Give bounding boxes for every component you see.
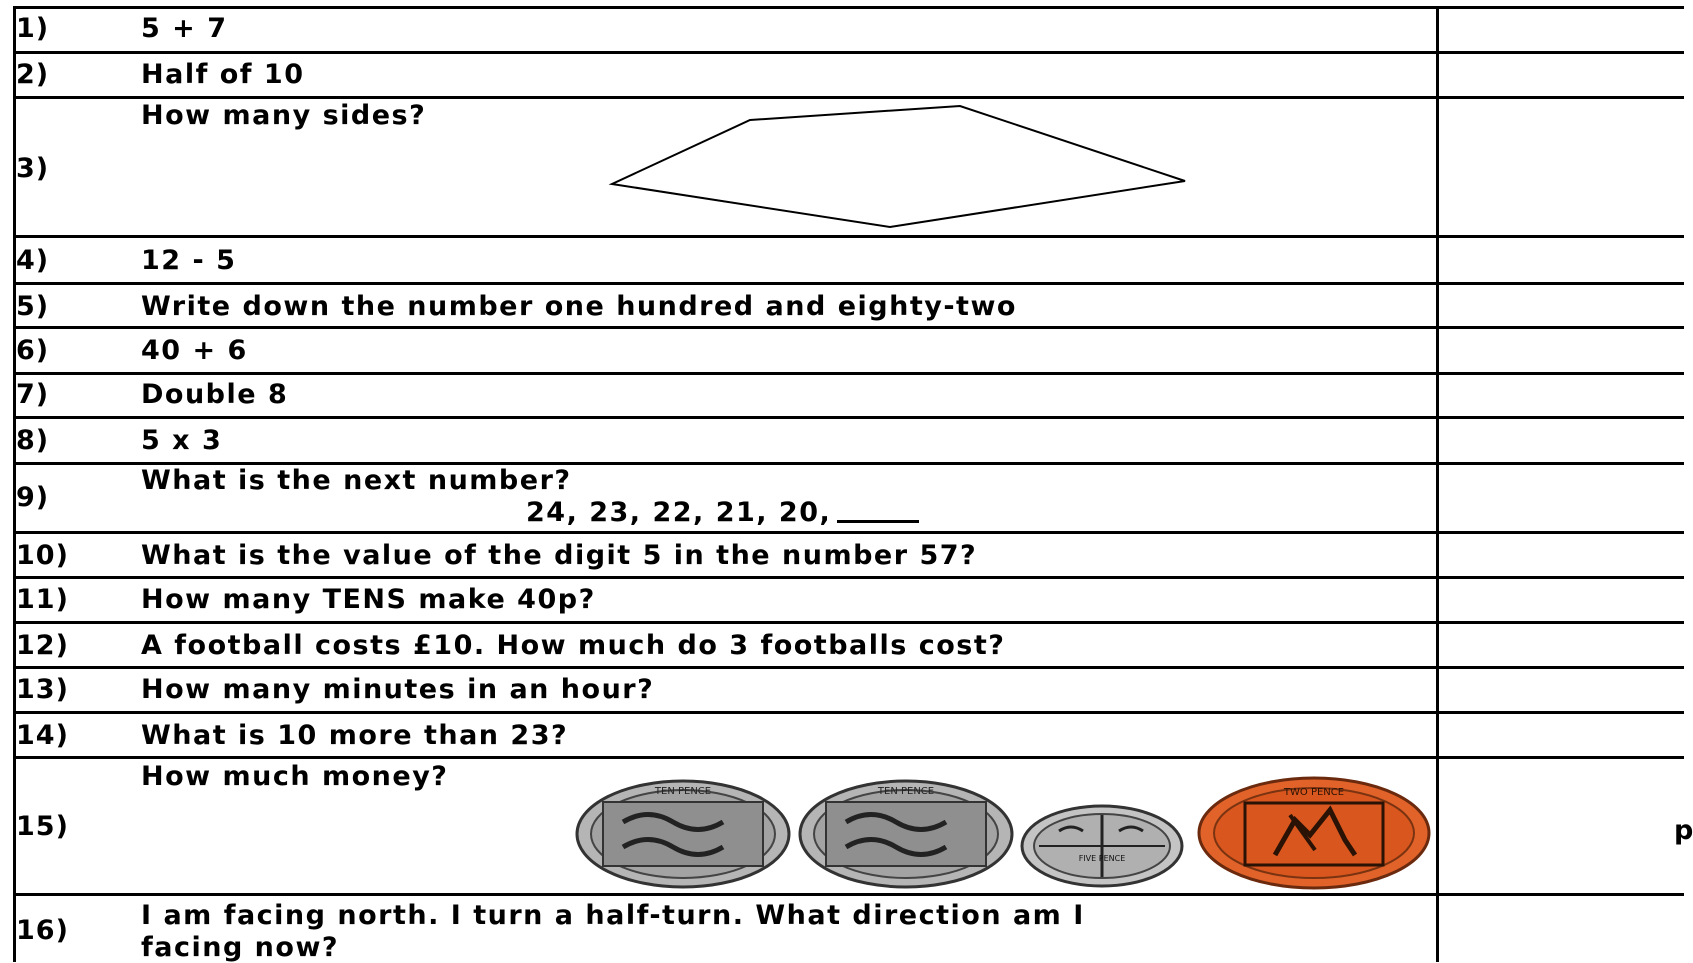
row-divider [14, 282, 1684, 285]
row-divider [14, 531, 1684, 534]
two-pence-coin-icon [1195, 775, 1433, 891]
question-text: 5 x 3 [141, 425, 223, 456]
question-number: 13) [16, 674, 69, 705]
table-top-border [14, 6, 1684, 9]
question-text: Double 8 [141, 379, 289, 410]
question-number: 5) [16, 291, 50, 322]
question-number: 11) [16, 584, 69, 615]
question-text-line2: facing now? [141, 932, 340, 963]
answer-blank [837, 520, 919, 523]
row-divider [14, 416, 1684, 419]
answer-column-divider [1436, 6, 1439, 962]
question-text: How many sides? [141, 100, 427, 131]
coin-label: TEN PENCE [654, 786, 712, 797]
question-number: 3) [16, 153, 50, 184]
question-text: 12 - 5 [141, 245, 237, 276]
question-number: 10) [16, 540, 69, 571]
question-text: A football costs £10. How much do 3 footballs cost? [141, 630, 1006, 661]
question-text-line1: I am facing north. I turn a half-turn. What direction am I [141, 900, 1085, 931]
question-text: What is 10 more than 23? [141, 720, 569, 751]
question-number: 7) [16, 379, 50, 410]
row-divider [14, 51, 1684, 54]
question-number: 4) [16, 245, 50, 276]
question-text: What is the next number? [141, 465, 572, 496]
five-pence-coin-icon [1019, 803, 1185, 889]
question-text: How many minutes in an hour? [141, 674, 655, 705]
question-number: 1) [16, 13, 50, 44]
question-text: What is the value of the digit 5 in the number 57? [141, 540, 978, 571]
question-number: 6) [16, 335, 50, 366]
question-number: 14) [16, 720, 69, 751]
ten-pence-coin-icon [796, 777, 1016, 891]
sequence-values: 24, 23, 22, 21, 20, [526, 497, 832, 528]
coin-label: FIVE PENCE [1078, 854, 1126, 863]
row-divider [14, 576, 1684, 579]
coin-label: TEN PENCE [877, 786, 935, 797]
row-divider [14, 621, 1684, 624]
question-text: 40 + 6 [141, 335, 248, 366]
row-divider [14, 372, 1684, 375]
question-number: 2) [16, 59, 50, 90]
question-text: How many TENS make 40p? [141, 584, 596, 615]
question-text: Write down the number one hundred and eighty-two [141, 291, 1017, 322]
question-text: Half of 10 [141, 59, 305, 90]
answer-unit-fragment: p [1674, 815, 1693, 846]
pentagon-shape [600, 100, 1200, 235]
question-text: 5 + 7 [141, 13, 228, 44]
question-number: 12) [16, 630, 69, 661]
row-divider [14, 893, 1684, 896]
coin-label: TWO PENCE [1283, 787, 1345, 798]
ten-pence-coin-icon [573, 777, 793, 891]
row-divider [14, 235, 1684, 238]
row-divider [14, 666, 1684, 669]
question-number: 9) [16, 482, 50, 513]
question-number: 16) [16, 915, 69, 946]
row-divider [14, 756, 1684, 759]
row-divider [14, 711, 1684, 714]
number-sequence [526, 497, 919, 528]
row-divider [14, 326, 1684, 329]
question-number: 15) [16, 811, 69, 842]
row-divider [14, 96, 1684, 99]
question-text: How much money? [141, 761, 449, 792]
question-number: 8) [16, 425, 50, 456]
